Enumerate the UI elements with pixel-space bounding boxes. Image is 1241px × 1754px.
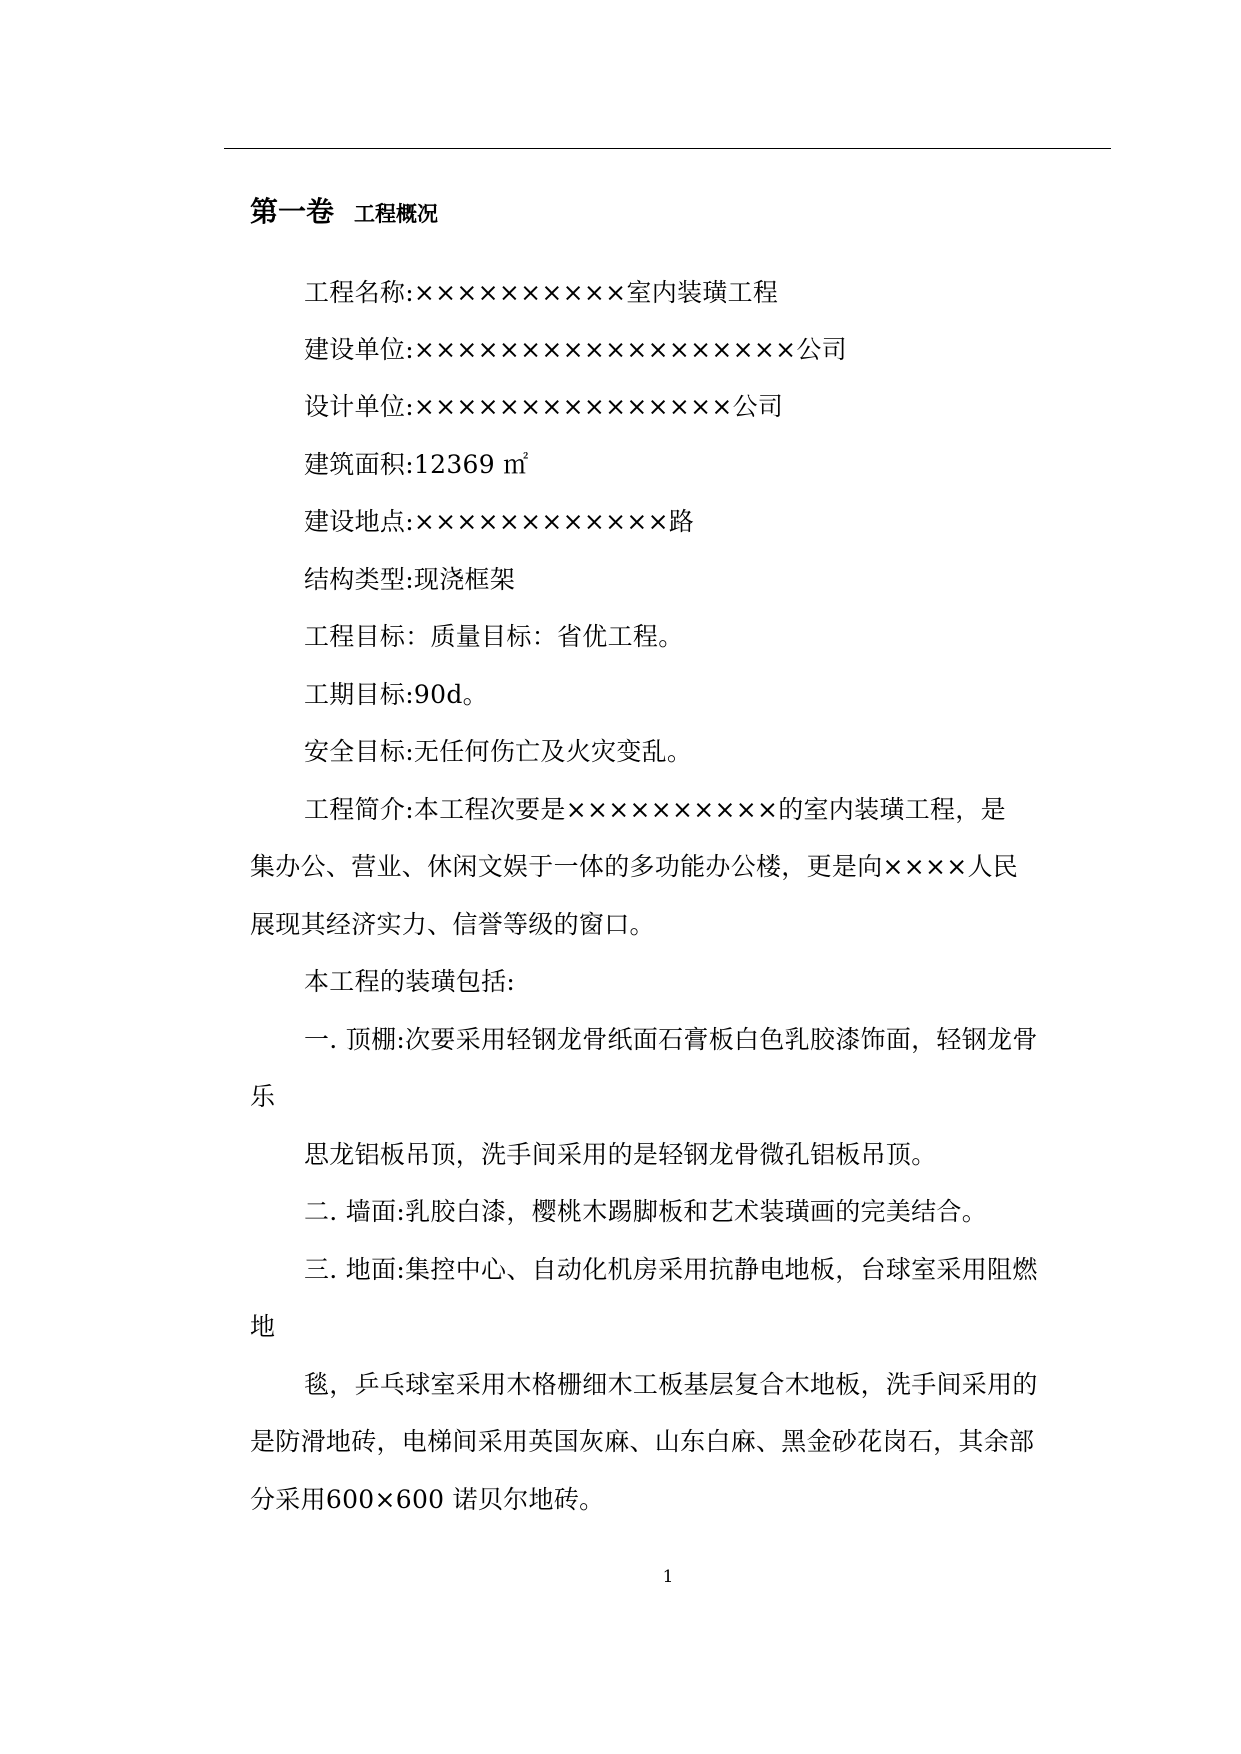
text-line: 工程目标：质量目标：省优工程。 — [304, 622, 684, 651]
text-line: 思龙铝板吊顶，洗手间采用的是轻钢龙骨微孔铝板吊顶。 — [304, 1140, 937, 1169]
text-line: 结构类型:现浇框架 — [304, 565, 516, 594]
text-line: 建设单位:××××××××××××××××××公司 — [304, 335, 847, 364]
text-line: 二. 墙面:乳胶白漆，樱桃木踢脚板和艺术装璜画的完美结合。 — [304, 1197, 988, 1226]
text-line: 集办公、营业、休闲文娱于一体的多功能办公楼，更是向××××人民 — [250, 852, 1019, 881]
section-title: 工程概况 — [354, 202, 439, 226]
text-line: 分采用600×600 诺贝尔地砖。 — [250, 1485, 605, 1514]
page-number: 1 — [662, 1567, 674, 1587]
text-line: 建设地点:××××××××××××路 — [304, 507, 695, 536]
text-line: 乐 — [250, 1082, 276, 1111]
text-line: 建筑面积:12369 ㎡ — [304, 450, 529, 479]
text-line: 展现其经济实力、信誉等级的窗口。 — [250, 910, 655, 939]
text-line: 一. 顶棚:次要采用轻钢龙骨纸面石膏板白色乳胶漆饰面，轻钢龙骨 — [304, 1025, 1038, 1054]
text-line: 是防滑地砖，电梯间采用英国灰麻、山东白麻、黑金砂花岗石，其余部 — [250, 1427, 1035, 1456]
section-heading — [250, 190, 438, 230]
volume-label: 第一卷 — [250, 195, 335, 228]
text-line: 工程简介:本工程次要是××××××××××的室内装璜工程，是 — [304, 795, 1006, 824]
text-line: 地 — [250, 1312, 276, 1341]
text-line: 本工程的装璜包括: — [304, 967, 516, 996]
text-line: 设计单位:×××××××××××××××公司 — [304, 392, 784, 421]
text-line: 工期目标:90d。 — [304, 680, 488, 709]
text-line: 工程名称:××××××××××室内装璜工程 — [304, 278, 779, 307]
text-line: 安全目标:无任何伤亡及火灾变乱。 — [304, 737, 693, 766]
text-line: 三. 地面:集控中心、自动化机房采用抗静电地板，台球室采用阻燃 — [304, 1255, 1038, 1284]
text-line: 毯，乒乓球室采用木格栅细木工板基层复合木地板，洗手间采用的 — [304, 1370, 1038, 1399]
header-rule — [224, 148, 1111, 149]
